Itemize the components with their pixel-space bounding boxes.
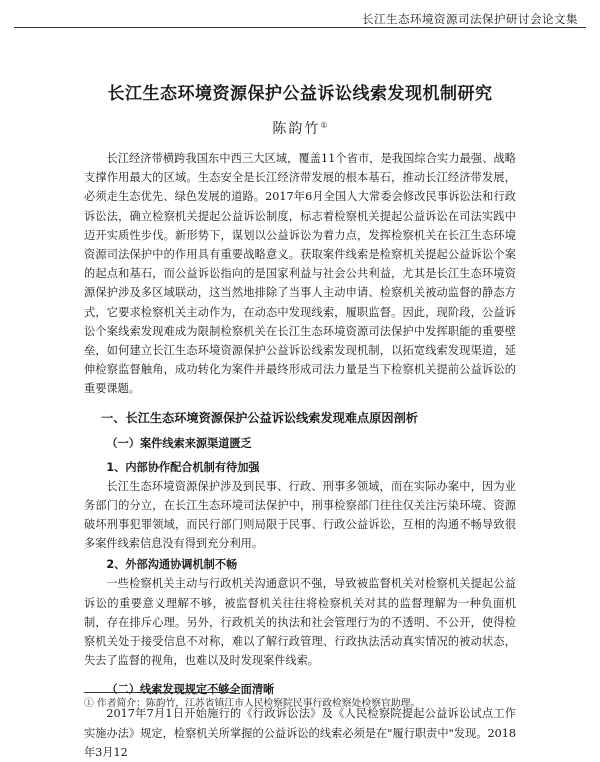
item-paragraph-2: 一些检察机关主动与行政机关沟通意识不强，导致被监督机关对检察机关提起公益诉讼的重要意义理解不够，被监督机关往往将检察机关对其的监督理解为一种负面机制，存在排斥心理。另外，行政机关的执法和社会管理行为的不透明、不公开，使得检察机关处于接受信息不对称，难以了解行政管理、行政执法活动真实情况的被动状态，失去了监督的视角，也难以及时发现案件线索。 — [84, 577, 516, 668]
subsection-heading-2: （二）线索发现规定不够全面清晰 — [106, 683, 275, 697]
section-heading-1: 一、长江生态环境资源保护公益诉讼线索发现难点原因剖析 — [101, 410, 418, 425]
footnote-marker[interactable]: ① — [320, 120, 328, 130]
running-head: 长江生态环境资源司法保护研讨会论文集 — [362, 12, 578, 26]
page-title: 长江生态环境资源保护公益诉讼线索发现机制研究 — [107, 84, 493, 104]
item-heading-2: 2、外部沟通协调机制不畅 — [106, 558, 238, 572]
article-body — [84, 149, 516, 762]
author-name: 陈韵竹 — [272, 121, 321, 137]
subsection-heading-1: （一）案件线索来源渠道匮乏 — [106, 436, 252, 450]
item-paragraph-1: 长江生态环境资源保护涉及到民事、行政、刑事多领域，而在实际办案中，因为业务部门的分立，在长江生态环境司法保护中，刑事检察部门往往仅关注污染环境、资源破坏刑事犯罪领域，而民行部门则局限于民事、行政公益诉讼，互相的沟通不畅导致很多案件线索信息没有得到充分利用。 — [84, 479, 516, 551]
header-rule — [14, 27, 586, 28]
subsection-paragraph-2: 2017年7月1日开始施行的《行政诉讼法》及《人民检察院提起公益诉讼试点工作实施办法》规定，检察机关所掌握的公益诉讼的线索必须是在"履行职责中"发现。2018年3月12 — [84, 707, 516, 759]
author-line — [0, 118, 600, 138]
item-heading-1: 1、内部协作配合机制有待加强 — [106, 460, 260, 474]
footnote: ① 作者简介：陈韵竹，江苏省镇江市人民检察院民事行政检察处检察官助理。 — [84, 698, 421, 709]
intro-paragraph: 长江经济带横跨我国东中西三大区域，覆盖11个省市，是我国综合实力最强、战略支撑作用最大的区域。生态安全是长江经济带发展的根本基石，推动长江经济带发展，必须走生态优先、绿色发展的道路。2017年6月全国人大常委会修改民事诉讼法和行政诉讼法，确立检察机关提起公益诉讼制度，标志着检察机关提起公益诉讼在司法实践中迈开实质性步伐。新形势下，谋划以公益诉讼为着力点，发挥检察机关在长江生态环境资源司法保护中的作用具有重要战略意义。获取案件线索是检察机关提起公益诉讼个案的起点和基石，而公益诉讼指向的是国家利益与社会公共利益，尤其是长江生态环境资源保护涉及多区域联动，这当然地排除了当事人主动申请、检察机关被动监督的静态方式，它要求检察机关主动作为，在动态中发现线索，履职监督。因此，现阶段，公益诉讼个案线索发现难成为限制检察机关在长江生态环境资源司法保护中发挥职能的重要壁垒，如何建立长江生态环境资源保护公益诉讼线索发现机制，以拓宽线索发现渠道，延伸检察监督触角，成功转化为案件并最终形成司法力量是当下检察机关提前公益诉讼的重要课题。 — [84, 152, 516, 396]
footnote-rule — [84, 692, 234, 693]
